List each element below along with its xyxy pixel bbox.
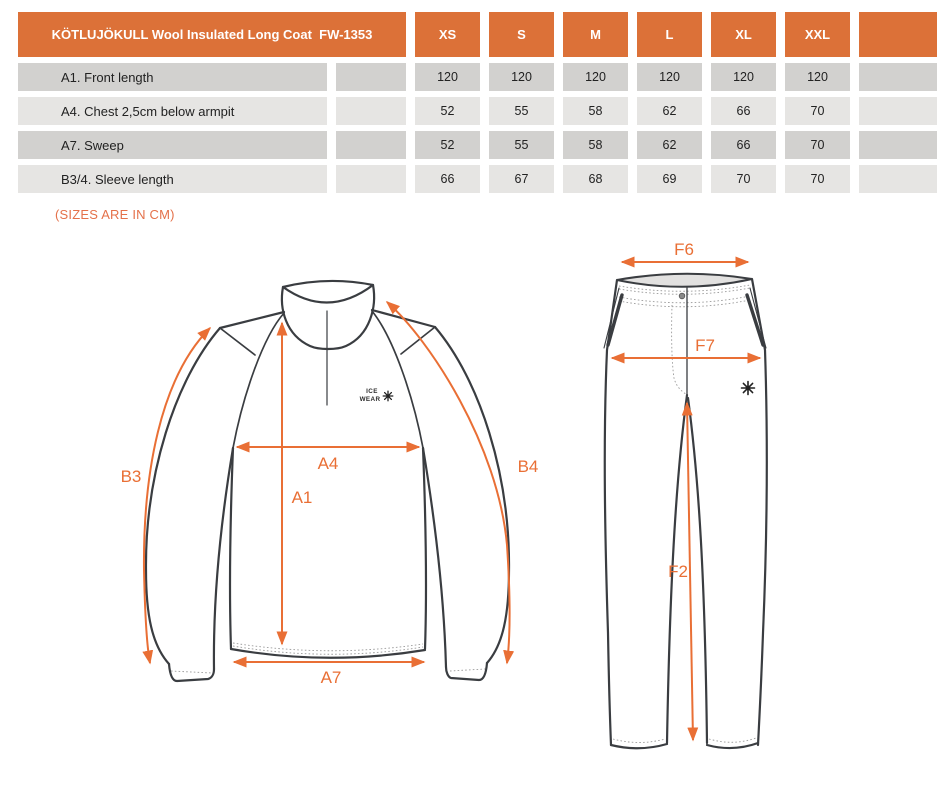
measurement-value: 68 <box>563 165 628 193</box>
row-label: A1. Front length <box>18 63 327 91</box>
measurement-value: 66 <box>711 131 776 159</box>
svg-text:F6: F6 <box>674 240 694 259</box>
row-label: B3/4. Sleeve length <box>18 165 327 193</box>
size-header-xs: XS <box>415 12 480 57</box>
row-tail-cell <box>859 131 937 159</box>
header-tail-cell <box>859 12 937 57</box>
pants-measurement-diagram <box>575 238 952 783</box>
measurement-value: 120 <box>563 63 628 91</box>
measurement-value: 120 <box>489 63 554 91</box>
collar-opening <box>283 281 373 303</box>
pants-measure-arrows <box>612 262 760 740</box>
pullover-outline <box>146 281 509 681</box>
table-title: KÖTLUJÖKULL Wool Insulated Long Coat FW-1353 <box>18 12 406 57</box>
arrow-b3 <box>144 328 210 663</box>
row-spacer-cell <box>336 97 406 125</box>
logo-snowflake-icon <box>383 391 393 401</box>
row-spacer-cell <box>336 131 406 159</box>
measurement-value: 120 <box>711 63 776 91</box>
row-label: A4. Chest 2,5cm below armpit <box>18 97 327 125</box>
measurement-value: 120 <box>785 63 850 91</box>
size-header-l: L <box>637 12 702 57</box>
measurement-value: 58 <box>563 97 628 125</box>
row-spacer-cell <box>336 63 406 91</box>
svg-text:F2: F2 <box>668 562 688 581</box>
measurement-value: 70 <box>785 165 850 193</box>
measurement-value: 70 <box>785 97 850 125</box>
measurement-value: 70 <box>711 165 776 193</box>
svg-text:A7: A7 <box>320 668 342 687</box>
measurement-value: 55 <box>489 131 554 159</box>
sizes-unit-note: (SIZES ARE IN CM) <box>55 207 175 222</box>
row-tail-cell <box>859 63 937 91</box>
measurement-value: 52 <box>415 131 480 159</box>
svg-text:A1: A1 <box>291 488 313 507</box>
measurement-value: 62 <box>637 131 702 159</box>
measurement-value: 52 <box>415 97 480 125</box>
size-header-xxl: XXL <box>785 12 850 57</box>
size-header-xl: XL <box>711 12 776 57</box>
size-table <box>18 12 937 193</box>
measurement-value: 62 <box>637 97 702 125</box>
waist-button <box>679 293 685 299</box>
svg-text:WEAR: WEAR <box>359 396 381 403</box>
measurement-value: 120 <box>415 63 480 91</box>
size-header-s: S <box>489 12 554 57</box>
row-spacer-cell <box>336 165 406 193</box>
svg-text:F7: F7 <box>695 336 715 355</box>
row-label: A7. Sweep <box>18 131 327 159</box>
pants-outline <box>604 274 767 749</box>
arrow-b4 <box>387 302 510 663</box>
measurement-value: 67 <box>489 165 554 193</box>
row-tail-cell <box>859 165 937 193</box>
row-tail-cell <box>859 97 937 125</box>
measurement-value: 69 <box>637 165 702 193</box>
measurement-value: 120 <box>637 63 702 91</box>
measurement-value: 66 <box>711 97 776 125</box>
pullover-measurement-diagram <box>100 245 560 710</box>
icewear-logo <box>360 388 393 403</box>
svg-text:ICE: ICE <box>366 388 378 395</box>
measurement-value: 70 <box>785 131 850 159</box>
svg-text:B3: B3 <box>120 467 142 486</box>
pullover-measure-labels <box>121 454 539 687</box>
svg-text:A4: A4 <box>317 454 339 473</box>
svg-text:B4: B4 <box>517 457 539 476</box>
measurement-value: 58 <box>563 131 628 159</box>
measurement-value: 66 <box>415 165 480 193</box>
pants-snowflake-icon <box>742 382 755 395</box>
measurement-value: 55 <box>489 97 554 125</box>
size-header-m: M <box>563 12 628 57</box>
